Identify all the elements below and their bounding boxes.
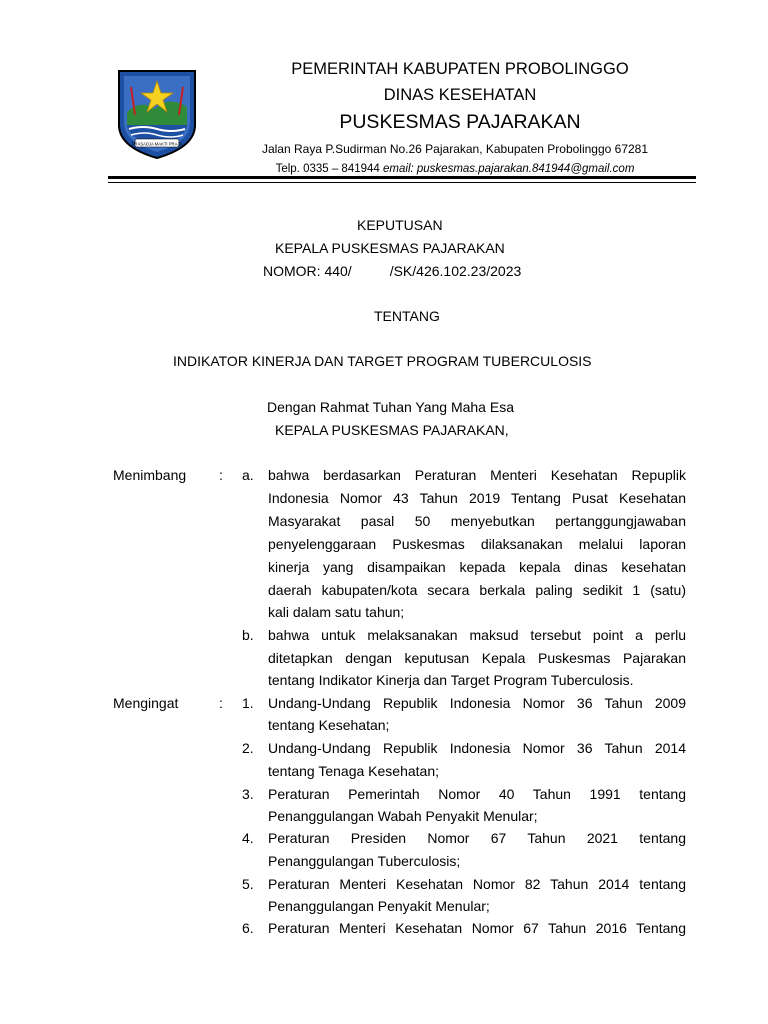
mengingat-5-line: Penanggulangan Penyakit Menular; <box>268 898 490 914</box>
decree-number-prefix: NOMOR: 440/ <box>263 263 352 279</box>
letterhead-government: PEMERINTAH KABUPATEN PROBOLINGGO <box>291 60 629 78</box>
regency-logo <box>115 67 199 160</box>
letterhead-address: Jalan Raya P.Sudirman No.26 Pajarakan, Kabupaten Probolinggo 67281 <box>261 142 649 156</box>
mengingat-4-line: Penanggulangan Tuberculosis; <box>268 853 461 869</box>
mengingat-2-line: tentang Tenaga Kesehatan; <box>268 763 440 779</box>
menimbang-a-line: Masyarakat pasal 50 menyebutkan pertanggungjawaban <box>268 513 686 529</box>
decree-issuer: KEPALA PUSKESMAS PAJARAKAN <box>275 240 505 256</box>
letterhead-rule-thick <box>108 176 696 179</box>
mengingat-marker-1: 1. <box>242 695 254 711</box>
letterhead-rule-thin <box>108 182 696 183</box>
mengingat-label: Mengingat <box>113 695 179 711</box>
decree-subject: INDIKATOR KINERJA DAN TARGET PROGRAM TUBERCULOSIS <box>173 353 592 369</box>
menimbang-a-line: penyelenggaraan Puskesmas dilaksanakan melalui laporan <box>268 536 686 552</box>
opening-line: Dengan Rahmat Tuhan Yang Maha Esa <box>267 399 514 415</box>
decree-heading: KEPUTUSAN <box>357 217 443 233</box>
mengingat-5-line: Peraturan Menteri Kesehatan Nomor 82 Tahun 2014 tentang <box>268 876 686 892</box>
menimbang-b-line: tentang Indikator Kinerja dan Target Program Tuberculosis. <box>268 672 634 688</box>
menimbang-marker-a: a. <box>242 467 254 483</box>
logo-motto: PRASADJA MAKTI PRAJA <box>131 141 183 147</box>
mengingat-colon: : <box>219 695 223 711</box>
menimbang-marker-b: b. <box>242 627 254 643</box>
mengingat-4-line: Peraturan Presiden Nomor 67 Tahun 2021 tentang <box>268 830 686 846</box>
decree-number-suffix: /SK/426.102.23/2023 <box>389 263 522 279</box>
menimbang-b-line: ditetapkan dengan keputusan Kepala Puskesmas Pajarakan <box>268 650 686 666</box>
mengingat-marker-6: 6. <box>242 920 254 936</box>
decree-number <box>263 263 521 279</box>
letterhead-contact <box>220 163 690 175</box>
mengingat-marker-4: 4. <box>242 830 254 846</box>
decree-about: TENTANG <box>374 308 440 324</box>
menimbang-a-line: daerah kabupaten/kota secara berkala paling sedikit 1 (satu) <box>268 582 686 598</box>
mengingat-2-line: Undang-Undang Republik Indonesia Nomor 36 Tahun 2014 <box>268 740 686 756</box>
menimbang-label: Menimbang <box>113 467 187 483</box>
opening-issuer: KEPALA PUSKESMAS PAJARAKAN, <box>275 422 509 438</box>
mengingat-3-line: Penanggulangan Wabah Penyakit Menular; <box>268 808 538 824</box>
mengingat-1-line: tentang Kesehatan; <box>268 717 390 733</box>
mengingat-6-line: Peraturan Menteri Kesehatan Nomor 67 Tahun 2016 Tentang <box>268 920 686 936</box>
letterhead-email: email: puskesmas.pajarakan.841944@gmail.com <box>383 163 635 175</box>
menimbang-b-line: bahwa untuk melaksanakan maksud tersebut point a perlu <box>268 627 686 643</box>
menimbang-a-line: kinerja yang disampaikan kepada kepala dinas kesehatan <box>268 559 686 575</box>
mengingat-1-line: Undang-Undang Republik Indonesia Nomor 36 Tahun 2009 <box>268 695 686 711</box>
mengingat-3-line: Peraturan Pemerintah Nomor 40 Tahun 1991 tentang <box>268 786 686 802</box>
letterhead-phone: Telp. 0335 – 841944 <box>275 163 380 175</box>
menimbang-colon: : <box>219 467 223 483</box>
mengingat-marker-5: 5. <box>242 876 254 892</box>
letterhead-office: DINAS KESEHATAN <box>383 86 537 104</box>
mengingat-marker-3: 3. <box>242 786 254 802</box>
menimbang-a-line: kali dalam satu tahun; <box>268 604 405 620</box>
menimbang-a-line: Indonesia Nomor 43 Tahun 2019 Tentang Pusat Kesehatan <box>268 490 686 506</box>
letterhead-institution: PUSKESMAS PAJARAKAN <box>339 111 581 133</box>
menimbang-a-line: bahwa berdasarkan Peraturan Menteri Kesehatan Repuplik <box>268 467 686 483</box>
mengingat-marker-2: 2. <box>242 740 254 756</box>
